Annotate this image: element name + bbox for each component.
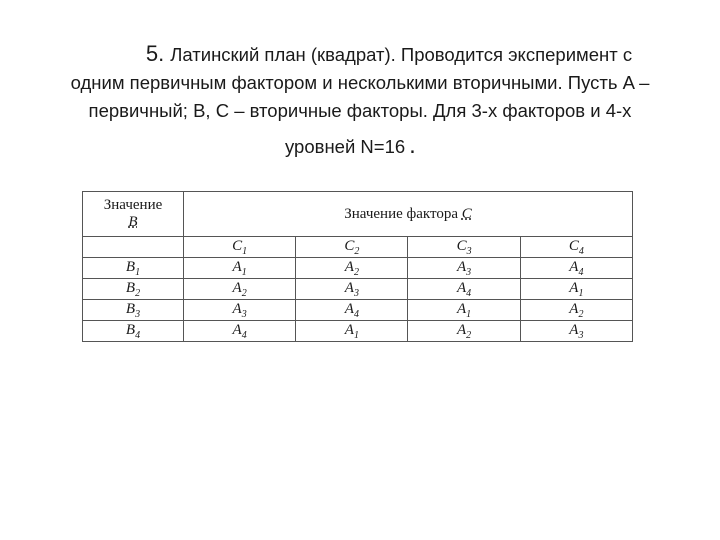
row-header-b2 (83, 279, 184, 300)
cell-index: 4 (466, 287, 472, 299)
corner-header-cell (83, 192, 184, 237)
table-cell (520, 300, 632, 321)
cell-letter: A (569, 258, 579, 275)
row-header-b3 (83, 300, 184, 321)
cell-index: 3 (578, 329, 584, 341)
paragraph (30, 40, 690, 125)
table-cell (520, 321, 632, 342)
col-letter: C (568, 237, 579, 254)
table-cell (296, 321, 408, 342)
cell-index: 1 (466, 308, 472, 320)
table-row (83, 300, 633, 321)
item-number: 5. (145, 41, 165, 66)
row-letter: B (125, 279, 136, 296)
cell-letter: A (457, 258, 467, 275)
row-letter: B (125, 300, 136, 317)
cell-index: 2 (466, 329, 472, 341)
table-cell (184, 258, 296, 279)
paragraph-line-3: первичный; B, C – вторичные факторы. Для 3-х факторов и 4-х (88, 100, 632, 121)
cell-letter: A (344, 279, 354, 296)
cell-letter: A (569, 300, 579, 317)
cell-index: 3 (466, 266, 472, 278)
cell-letter: A (232, 258, 242, 275)
table-cell (520, 258, 632, 279)
row-index: 1 (135, 266, 141, 278)
row-header-b1 (83, 258, 184, 279)
table-column-row (83, 237, 633, 258)
table-cell (408, 279, 520, 300)
row-index: 2 (135, 287, 141, 299)
row-index: 4 (135, 329, 141, 341)
column-header-c4 (520, 237, 632, 258)
paragraph-line-2: одним первичным фактором и несколькими вторичными. Пусть A – (70, 72, 650, 93)
table-cell (296, 300, 408, 321)
col-index: 3 (466, 245, 472, 257)
table-cell (184, 279, 296, 300)
line4-text: уровней N=16 (285, 136, 406, 157)
latin-square-table (82, 191, 633, 342)
table-cell (184, 321, 296, 342)
cell-index: 3 (353, 287, 359, 299)
col-index: 1 (242, 245, 248, 257)
cell-index: 4 (241, 329, 247, 341)
table-cell (520, 279, 632, 300)
table-row (83, 321, 633, 342)
corner-factor: B (128, 214, 138, 230)
cell-index: 4 (353, 308, 359, 320)
table-row (83, 258, 633, 279)
corner-label: Значение (103, 197, 163, 213)
cell-index: 1 (353, 329, 359, 341)
empty-cell (83, 237, 184, 258)
cell-index: 1 (241, 266, 247, 278)
col-letter: C (456, 237, 467, 254)
cell-letter: A (344, 321, 354, 338)
factor-c-label: Значение фактора (344, 205, 458, 222)
table-cell (184, 300, 296, 321)
column-header-c2 (296, 237, 408, 258)
table-header-row (83, 192, 633, 237)
cell-index: 3 (241, 308, 247, 320)
cell-letter: A (569, 279, 579, 296)
col-letter: C (344, 237, 355, 254)
cell-index: 2 (578, 308, 584, 320)
row-header-b4 (83, 321, 184, 342)
factor-c-letter: C (461, 205, 472, 222)
factor-c-header-cell (184, 192, 633, 237)
cell-index: 4 (578, 266, 584, 278)
column-header-c1 (184, 237, 296, 258)
col-letter: C (232, 237, 243, 254)
cell-letter: A (232, 279, 242, 296)
row-letter: B (125, 258, 136, 275)
cell-letter: A (457, 279, 467, 296)
cell-letter: A (232, 300, 242, 317)
table-row (83, 279, 633, 300)
row-index: 3 (135, 308, 141, 320)
cell-letter: A (569, 321, 579, 338)
table-cell (408, 300, 520, 321)
cell-letter: A (344, 300, 354, 317)
table-cell (296, 258, 408, 279)
cell-index: 2 (353, 266, 359, 278)
column-header-c3 (408, 237, 520, 258)
table-cell (296, 279, 408, 300)
cell-letter: A (457, 321, 467, 338)
table-cell (408, 258, 520, 279)
line1-text: Латинский план (квадрат). Проводится эксперимент с (170, 44, 633, 65)
col-index: 2 (354, 245, 360, 257)
paragraph-line-4 (285, 132, 416, 161)
cell-letter: A (457, 300, 467, 317)
cell-letter: A (232, 321, 242, 338)
col-index: 4 (578, 245, 584, 257)
cell-index: 1 (578, 287, 584, 299)
paragraph-line-1 (30, 40, 690, 69)
cell-letter: A (344, 258, 354, 275)
row-letter: B (125, 321, 136, 338)
table-cell (408, 321, 520, 342)
line4-dot: . (409, 132, 416, 159)
cell-index: 2 (241, 287, 247, 299)
